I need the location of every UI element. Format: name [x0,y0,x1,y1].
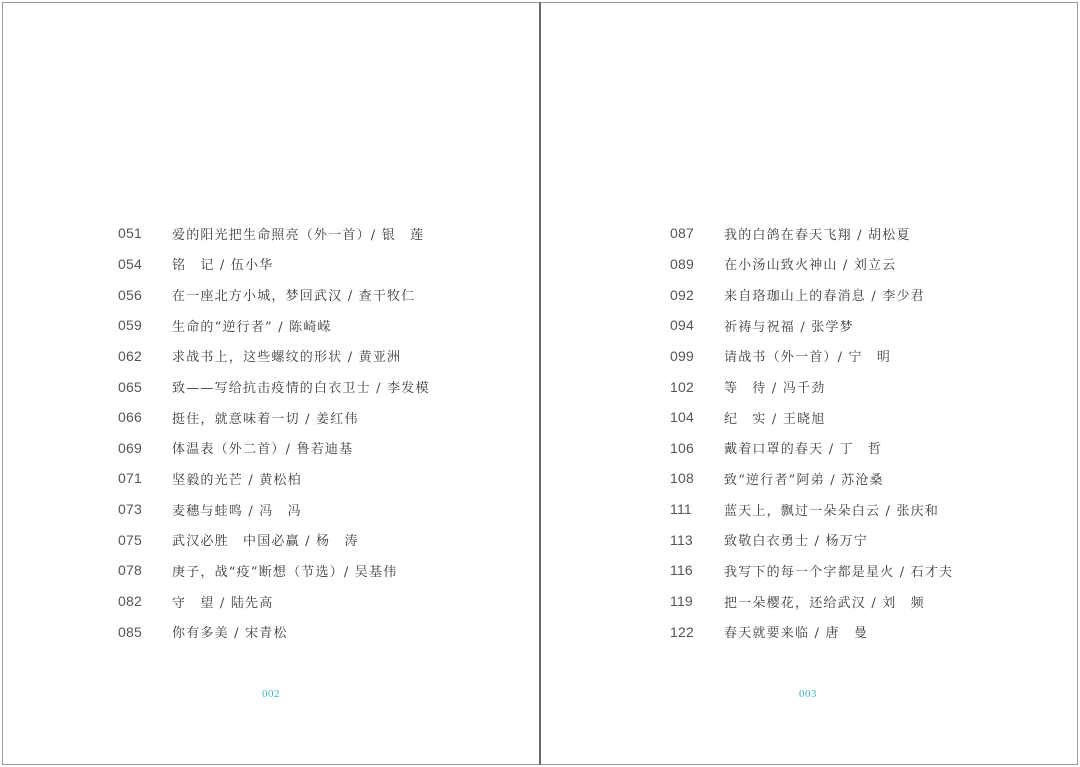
toc-entry-title: 体温表（外二首）/ 鲁若迪基 [172,442,354,458]
page-number-right: 003 [799,688,817,700]
toc-entry-title: 把一朵樱花，还给武汉 / 刘 频 [724,595,925,611]
toc-entry-title: 求战书上，这些螺纹的形状 / 黄亚洲 [172,350,402,366]
toc-entry [670,218,953,249]
toc-entry-title: 等 待 / 冯千劲 [724,381,826,397]
toc-entry-title: 祈祷与祝福 / 张学梦 [724,319,854,335]
toc-entry [670,616,953,647]
toc-entry-page-number: 122 [670,623,694,640]
toc-entry-title: 在一座北方小城，梦回武汉 / 查干牧仁 [172,289,416,305]
toc-entry [118,586,430,617]
toc-entry [118,371,430,402]
toc-entry [670,494,953,525]
toc-entry-page-number: 108 [670,470,694,487]
toc-entry-page-number: 089 [670,255,694,272]
toc-entry-title: 春天就要来临 / 唐 曼 [724,626,869,642]
toc-entry [670,555,953,586]
toc-entry-title: 坚毅的光芒 / 黄松柏 [172,472,302,488]
toc-entry-page-number: 092 [670,286,694,303]
toc-entry-page-number: 104 [670,409,694,426]
toc-entry [118,463,430,494]
toc-entry-title: 铭 记 / 伍小华 [172,258,274,274]
toc-entry-page-number: 051 [118,225,142,242]
toc-entry [670,402,953,433]
toc-entry-title: 武汉必胜 中国必赢 / 杨 涛 [172,534,359,550]
toc-entry-title: 致——写给抗击疫情的白衣卫士 / 李发模 [172,381,430,397]
toc-entry [670,341,953,372]
toc-entry [118,524,430,555]
toc-entry-page-number: 066 [118,409,142,426]
toc-entry-title: 请战书（外一首）/ 宁 明 [724,350,892,366]
toc-entry-title: 我的白鸽在春天飞翔 / 胡松夏 [724,227,911,243]
toc-entry-page-number: 065 [118,378,142,395]
toc-entry-page-number: 059 [118,317,142,334]
toc-entry-title: 挺住，就意味着一切 / 姜红伟 [172,411,359,427]
toc-entry-title: 来自珞珈山上的春消息 / 李少君 [724,289,925,305]
toc-entry-page-number: 056 [118,286,142,303]
toc-entry [118,341,430,372]
toc-entry-page-number: 069 [118,439,142,456]
toc-entry-page-number: 111 [670,501,692,518]
page-number-left: 002 [262,688,280,700]
toc-entry-page-number: 085 [118,623,142,640]
toc-entry [118,432,430,463]
toc-entry-title: 爱的阳光把生命照亮（外一首）/ 银 莲 [172,227,425,243]
toc-entry-page-number: 054 [118,255,142,272]
toc-entry [118,494,430,525]
toc-entry-page-number: 116 [670,562,693,579]
toc-entry-page-number: 082 [118,593,142,609]
toc-entry-page-number: 099 [670,347,694,364]
toc-entry [118,310,430,341]
toc-entry [118,218,430,249]
toc-entry-title: 生命的“逆行者” / 陈崎嵘 [172,319,332,335]
toc-entry-title: 你有多美 / 宋青松 [172,626,288,642]
toc-entry [670,463,953,494]
right-page [541,0,1080,767]
toc-entry-title: 纪 实 / 王晓旭 [724,411,826,427]
toc-entry-page-number: 075 [118,531,142,548]
toc-entry-title: 我写下的每一个字都是星火 / 石才夫 [724,564,954,580]
toc-entry-title: 戴着口罩的春天 / 丁 哲 [724,442,883,458]
toc-entry [670,310,953,341]
toc-entry-title: 致敬白衣勇士 / 杨万宁 [724,534,869,550]
toc-entry [670,586,953,617]
toc-entry [118,279,430,310]
toc-entry-page-number: 106 [670,439,694,456]
toc-entry-page-number: 094 [670,317,694,334]
toc-list-left [118,218,430,647]
toc-entry-page-number: 087 [670,225,694,242]
toc-entry [118,616,430,647]
toc-entry-title: 庚子，战“疫”断想（节选）/ 吴基伟 [172,564,398,580]
toc-list-right [670,218,953,647]
toc-entry-title: 麦穗与蛙鸣 / 冯 冯 [172,503,302,519]
toc-entry [670,524,953,555]
toc-entry-page-number: 113 [670,531,693,548]
toc-entry [118,555,430,586]
toc-entry [118,249,430,280]
toc-entry [670,279,953,310]
toc-entry [670,432,953,463]
toc-entry-page-number: 119 [670,593,693,609]
toc-entry-title: 蓝天上，飘过一朵朵白云 / 张庆和 [724,503,940,519]
toc-entry-title: 守 望 / 陆先高 [172,595,274,611]
toc-entry-page-number: 102 [670,378,694,395]
toc-entry-title: 致“逆行者”阿弟 / 苏沧桑 [724,472,884,488]
toc-entry-title: 在小汤山致火神山 / 刘立云 [724,258,897,274]
toc-entry-page-number: 062 [118,347,142,364]
toc-entry [118,402,430,433]
toc-entry [670,249,953,280]
toc-entry-page-number: 078 [118,562,142,579]
toc-entry-page-number: 071 [118,470,142,487]
toc-entry-page-number: 073 [118,501,142,518]
toc-entry [670,371,953,402]
